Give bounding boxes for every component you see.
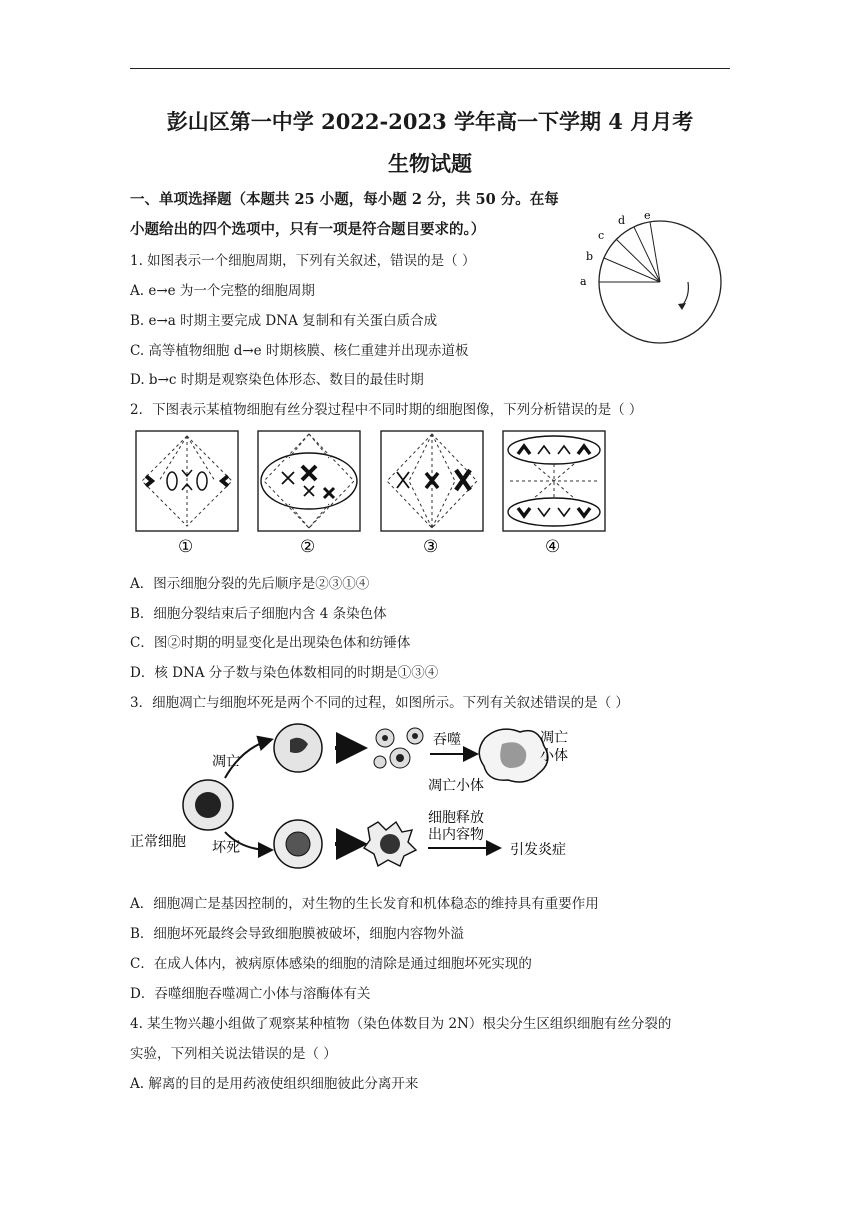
q4-stem-line2: 实验，下列相关说法错误的是（ ） — [130, 1046, 337, 1062]
q1-option-c: C. 高等植物细胞 d→e 时期核膜、核仁重建并出现赤道板 — [130, 343, 469, 359]
apoptotic-fragments — [374, 728, 423, 768]
panel-4-label: ④ — [545, 537, 561, 557]
normal-cell — [183, 780, 233, 830]
q3-option-b: B．细胞坏死最终会导致细胞膜被破坏，细胞内容物外溢 — [130, 926, 464, 942]
q2-stem: 2．下图表示某植物细胞有丝分裂过程中不同时期的细胞图像，下列分析错误的是（ ） — [130, 402, 643, 418]
q1-option-a: A. e→e 为一个完整的细胞周期 — [130, 283, 315, 299]
apoptosis-necrosis-figure — [130, 718, 590, 880]
q3-option-d: D．吞噬细胞吞噬凋亡小体与溶酶体有关 — [130, 986, 371, 1002]
release-label-1: 细胞释放 — [428, 810, 484, 826]
section-heading-line1: 一、单项选择题（本题共 25 小题，每小题 2 分，共 50 分。在每 — [130, 191, 559, 208]
apoptotic-body-label-1: 凋亡 — [540, 730, 568, 746]
panel-3-label: ③ — [423, 537, 439, 557]
section-heading-line2: 小题给出的四个选项中，只有一项是符合题目要求的。） — [130, 221, 486, 238]
ruptured-cell — [364, 822, 416, 866]
panel-1 — [136, 431, 238, 531]
panel-1-label: ① — [178, 537, 194, 557]
q2-option-c: C．图②时期的明显变化是出现染色体和纺锤体 — [130, 635, 411, 651]
engulf-label: 吞噬 — [433, 732, 461, 748]
q1-option-b: B. e→a 时期主要完成 DNA 复制和有关蛋白质合成 — [130, 313, 438, 329]
necrosis-label: 坏死 — [212, 840, 240, 856]
inflammation-label: 引发炎症 — [510, 842, 566, 858]
q3-stem: 3．细胞凋亡与细胞坏死是两个不同的过程，如图所示。下列有关叙述错误的是（ ） — [130, 695, 629, 711]
mitosis-panels-figure — [134, 428, 612, 558]
radius-c — [616, 239, 660, 282]
cell-cycle-figure — [576, 208, 726, 348]
apoptotic-body-bottom-label: 凋亡小体 — [428, 778, 484, 794]
q1-stem: 1. 如图表示一个细胞周期，下列有关叙述，错误的是（ ） — [130, 253, 476, 269]
label-d: d — [618, 214, 626, 227]
q2-option-a: A．图示细胞分裂的先后顺序是②③①④ — [130, 576, 370, 592]
direction-arrow-icon — [682, 282, 688, 306]
label-b: b — [586, 250, 594, 263]
panel-2-label: ② — [300, 537, 316, 557]
q2-option-d: D．核 DNA 分子数与染色体数相同的时期是①③④ — [130, 665, 439, 681]
radius-d — [634, 227, 660, 282]
q2-option-b: B．细胞分裂结束后子细胞内含 4 条染色体 — [130, 606, 387, 622]
release-label-2: 出内容物 — [428, 827, 484, 843]
exam-subtitle: 生物试题 — [388, 151, 472, 176]
arrow-head-icon — [678, 303, 686, 310]
q1-option-d: D. b→c 时期是观察染色体形态、数目的最佳时期 — [130, 372, 424, 388]
panel-2 — [258, 431, 360, 531]
phagocyte — [479, 729, 548, 782]
header-rule — [130, 68, 730, 69]
panel-4 — [503, 431, 605, 531]
normal-cell-label: 正常细胞 — [130, 834, 186, 850]
q4-option-a: A. 解离的目的是用药液使组织细胞彼此分离开来 — [130, 1076, 419, 1092]
panel-3 — [381, 431, 483, 531]
label-c: c — [598, 229, 605, 242]
q3-option-c: C．在成人体内，被病原体感染的细胞的清除是通过细胞坏死实现的 — [130, 956, 532, 972]
swollen-cell — [274, 820, 322, 868]
label-e: e — [644, 209, 651, 222]
apoptotic-cell — [274, 724, 322, 772]
label-a: a — [580, 275, 587, 288]
apoptosis-label: 凋亡 — [212, 754, 240, 770]
apoptotic-body-label-2: 小体 — [540, 748, 568, 764]
radius-b — [604, 258, 660, 282]
q3-option-a: A．细胞凋亡是基因控制的，对生物的生长发育和机体稳态的维持具有重要作用 — [130, 896, 599, 912]
q4-stem-line1: 4. 某生物兴趣小组做了观察某种植物（染色体数目为 2N）根尖分生区组织细胞有丝分裂的 — [130, 1016, 672, 1032]
exam-title: 彭山区第一中学 2022-2023 学年高一下学期 4 月月考 — [166, 109, 694, 134]
